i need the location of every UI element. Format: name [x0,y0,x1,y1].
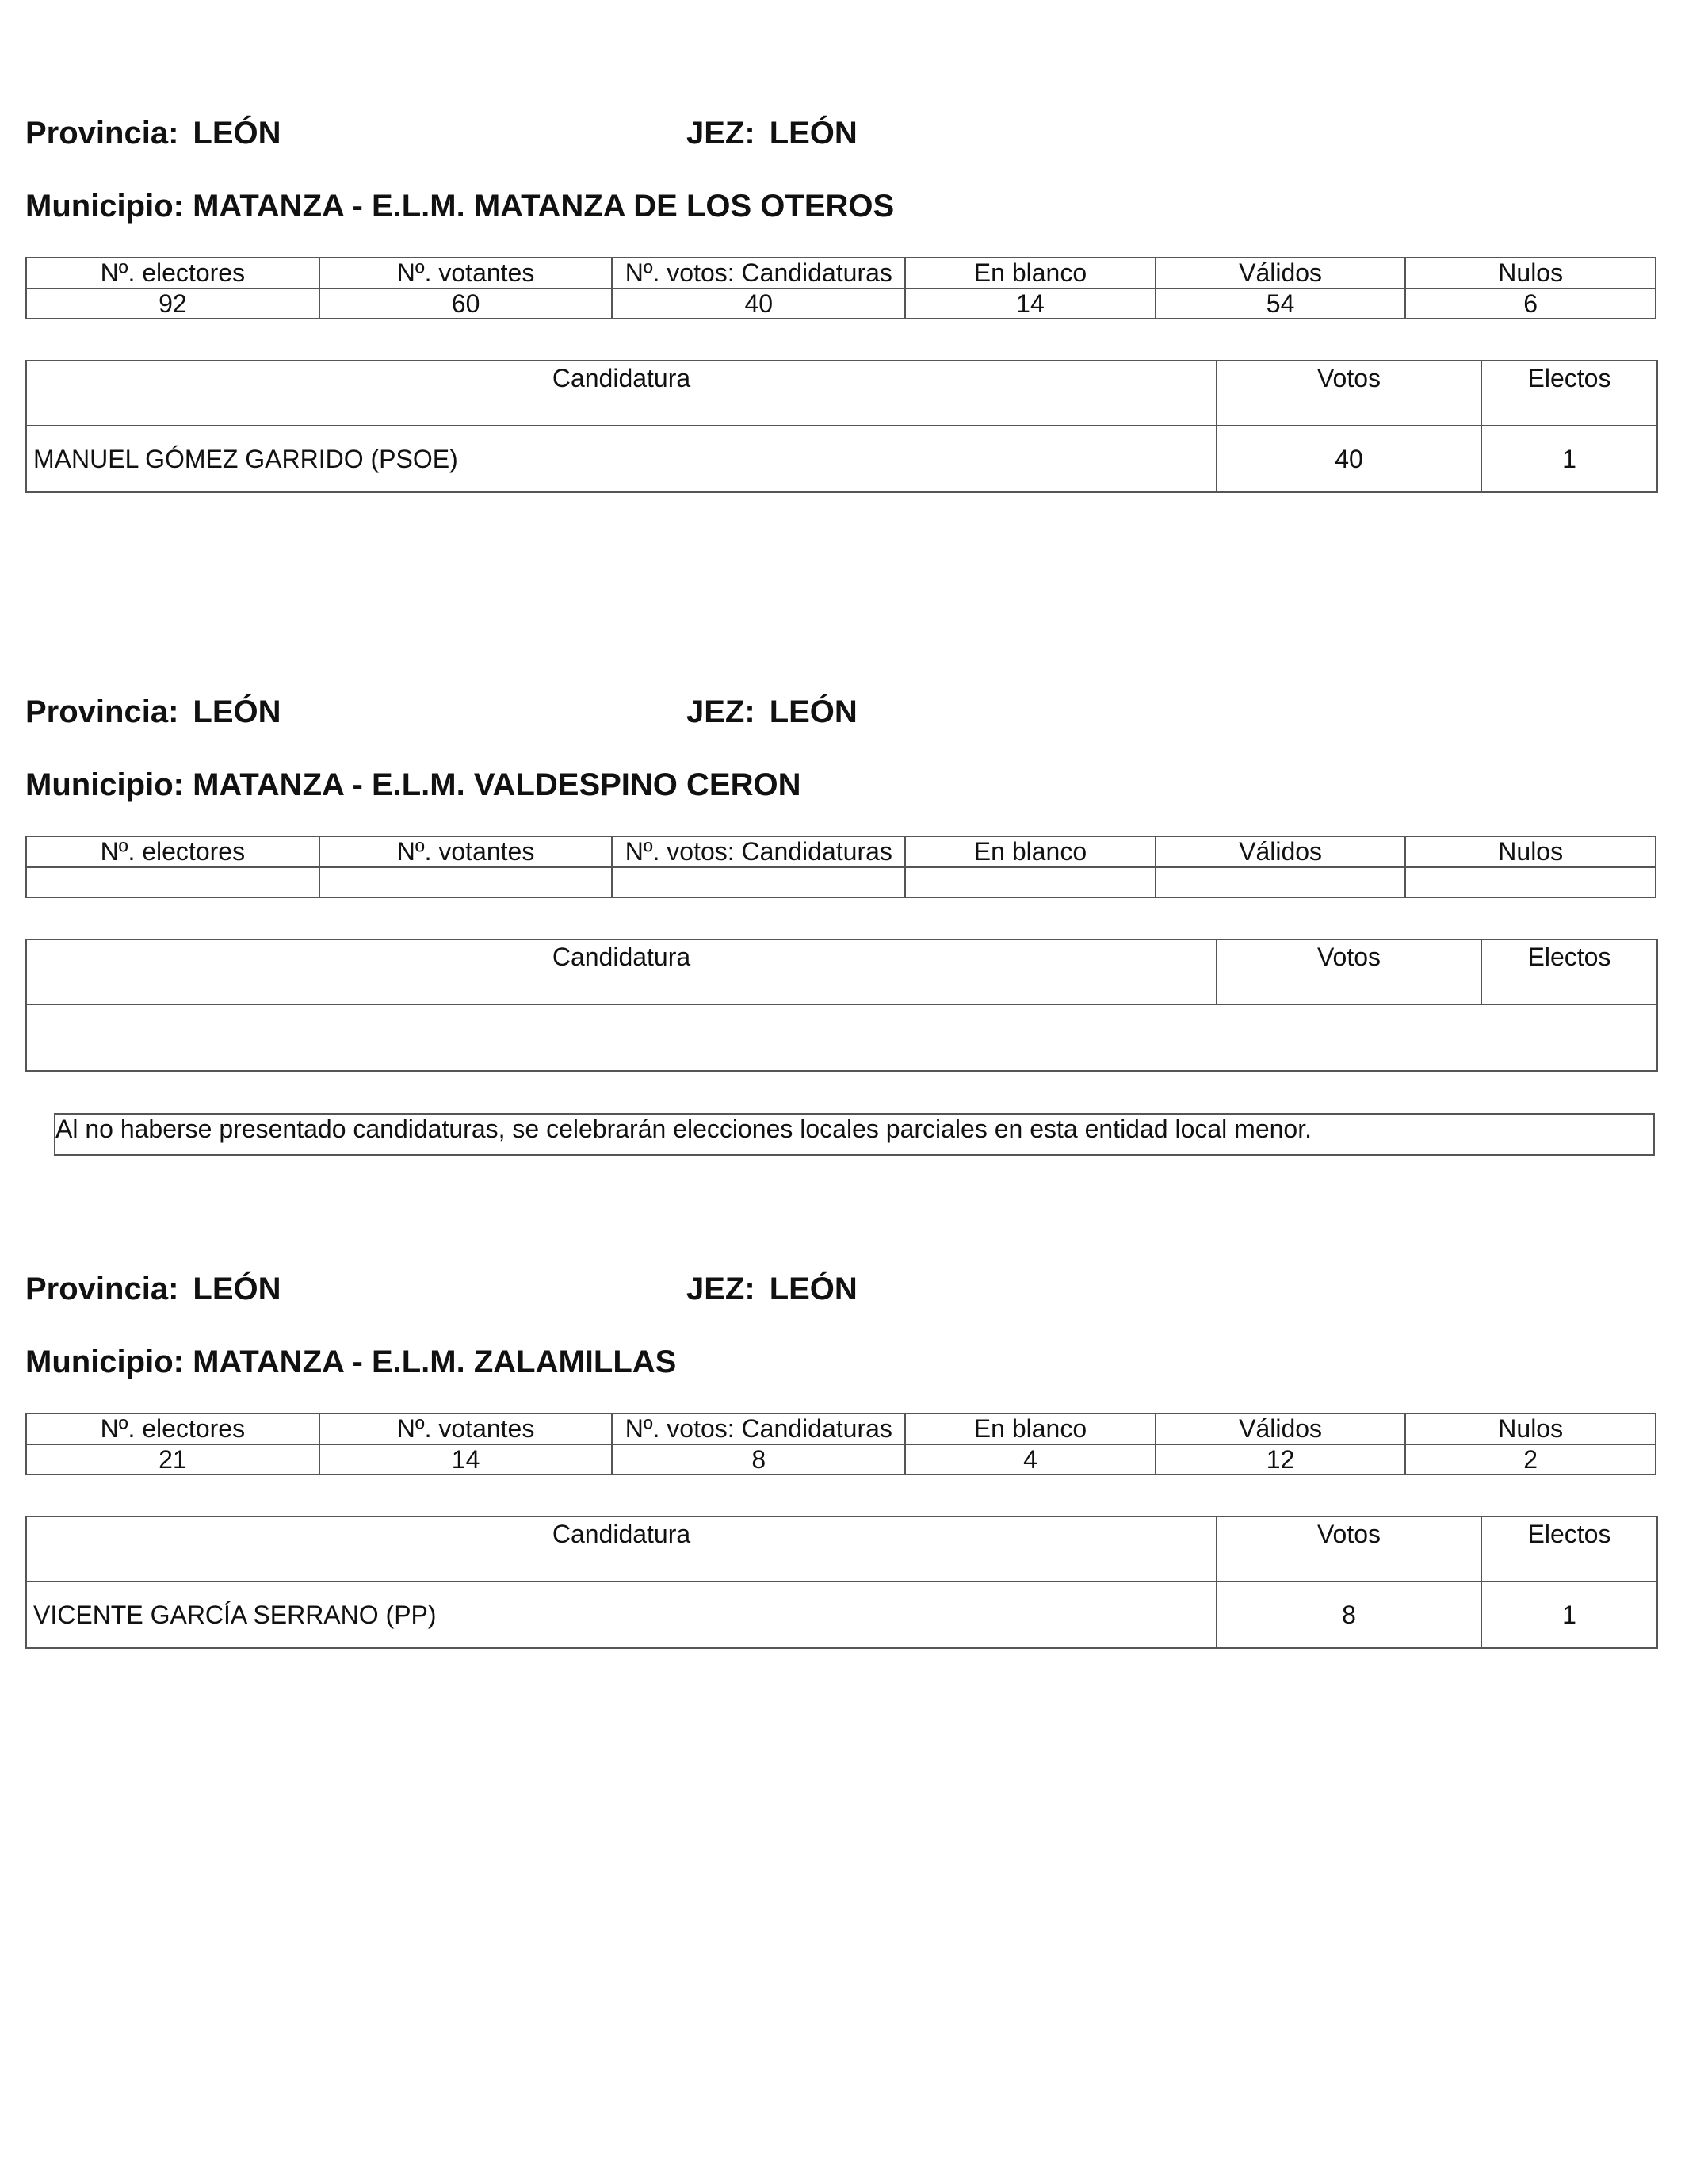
stats-header-validos: Válidos [1156,1413,1406,1444]
electos-header: Electos [1481,361,1657,426]
stats-value-votantes: 60 [319,289,613,319]
jez-line [686,693,858,731]
candidate-votos: 40 [1217,426,1481,492]
stats-header-nulos: Nulos [1405,836,1656,867]
stats-table [25,257,1656,319]
municipio-line [25,1343,676,1381]
electos-header: Electos [1481,1517,1657,1582]
stats-header-votos-candidaturas: Nº. votos: Candidaturas [612,258,905,289]
municipio-label: Municipio: [25,767,184,802]
stats-header-votos-candidaturas: Nº. votos: Candidaturas [612,836,905,867]
stats-value-votantes: 14 [319,1444,613,1474]
stats-header-row [26,258,1656,289]
stats-header-votos-candidaturas: Nº. votos: Candidaturas [612,1413,905,1444]
candidate-votos: 8 [1217,1582,1481,1648]
votos-header: Votos [1217,1517,1481,1582]
candidatura-table [25,360,1658,493]
provincia-value: LEÓN [193,1272,281,1306]
electos-header: Electos [1481,939,1657,1004]
jez-label: JEZ: [686,694,755,729]
stats-value-votos-candidaturas [612,867,905,897]
stats-value-nulos: 6 [1405,289,1656,319]
candidatura-table [25,939,1658,1072]
stats-header-row [26,1413,1656,1444]
jez-label: JEZ: [686,116,755,151]
votos-header: Votos [1217,939,1481,1004]
stats-value-votantes [319,867,613,897]
candidatura-header-row [26,361,1657,426]
empty-candidate-row [26,1004,1657,1071]
stats-value-en-blanco: 14 [905,289,1156,319]
candidatura-header: Candidatura [26,939,1217,1004]
provincia-label: Provincia: [25,694,179,729]
stats-value-votos-candidaturas: 8 [612,1444,905,1474]
stats-header-validos: Válidos [1156,258,1406,289]
stats-header-en-blanco: En blanco [905,1413,1156,1444]
provincia-line [25,693,281,731]
table-row [26,426,1657,492]
candidate-name: MANUEL GÓMEZ GARRIDO (PSOE) [26,426,1217,492]
candidate-name: VICENTE GARCÍA SERRANO (PP) [26,1582,1217,1648]
municipio-section-3 [0,1156,1685,1711]
jez-value: LEÓN [769,116,858,151]
candidatura-table [25,1516,1658,1649]
stats-header-validos: Válidos [1156,836,1406,867]
stats-header-electores: Nº. electores [26,258,319,289]
stats-value-en-blanco: 4 [905,1444,1156,1474]
provincia-line [25,1270,281,1308]
stats-value-electores [26,867,319,897]
stats-value-electores: 92 [26,289,319,319]
municipio-line [25,187,894,225]
provincia-label: Provincia: [25,116,179,151]
stats-value-validos: 54 [1156,289,1406,319]
jez-line [686,1270,858,1308]
stats-value-validos: 12 [1156,1444,1406,1474]
stats-value-electores: 21 [26,1444,319,1474]
municipio-section-2 [0,579,1685,1134]
stats-values-row [26,867,1656,897]
stats-values-row [26,289,1656,319]
stats-value-nulos [1405,867,1656,897]
stats-header-nulos: Nulos [1405,258,1656,289]
votos-header: Votos [1217,361,1481,426]
municipio-value: MATANZA - E.L.M. ZALAMILLAS [193,1344,677,1379]
provincia-line [25,114,281,152]
stats-table [25,1413,1656,1475]
jez-label: JEZ: [686,1272,755,1306]
candidatura-header-row [26,939,1657,1004]
stats-header-votantes: Nº. votantes [319,258,613,289]
candidatura-header: Candidatura [26,1517,1217,1582]
candidate-electos: 1 [1481,426,1657,492]
municipio-label: Municipio: [25,189,184,224]
stats-header-electores: Nº. electores [26,836,319,867]
jez-value: LEÓN [769,1272,858,1306]
candidate-electos: 1 [1481,1582,1657,1648]
municipio-value: MATANZA - E.L.M. VALDESPINO CERON [193,767,801,802]
jez-line [686,114,858,152]
stats-header-electores: Nº. electores [26,1413,319,1444]
stats-value-en-blanco [905,867,1156,897]
stats-header-row [26,836,1656,867]
stats-header-votantes: Nº. votantes [319,836,613,867]
municipio-section-1 [0,0,1685,555]
municipio-value: MATANZA - E.L.M. MATANZA DE LOS OTEROS [193,189,895,224]
stats-values-row [26,1444,1656,1474]
jez-value: LEÓN [769,694,858,729]
stats-header-nulos: Nulos [1405,1413,1656,1444]
stats-header-votantes: Nº. votantes [319,1413,613,1444]
stats-header-en-blanco: En blanco [905,836,1156,867]
municipio-line [25,766,800,804]
stats-header-en-blanco: En blanco [905,258,1156,289]
stats-value-nulos: 2 [1405,1444,1656,1474]
table-row [26,1582,1657,1648]
no-candidaturas-note: Al no haberse presentado candidaturas, se celebrarán elecciones locales parciales en esta entidad local menor. [54,1113,1655,1156]
stats-value-votos-candidaturas: 40 [612,289,905,319]
stats-table [25,836,1656,898]
municipio-label: Municipio: [25,1344,184,1379]
candidatura-header-row [26,1517,1657,1582]
provincia-value: LEÓN [193,116,281,151]
candidatura-header: Candidatura [26,361,1217,426]
provincia-label: Provincia: [25,1272,179,1306]
stats-value-validos [1156,867,1406,897]
provincia-value: LEÓN [193,694,281,729]
empty-candidate-cell [26,1004,1657,1071]
